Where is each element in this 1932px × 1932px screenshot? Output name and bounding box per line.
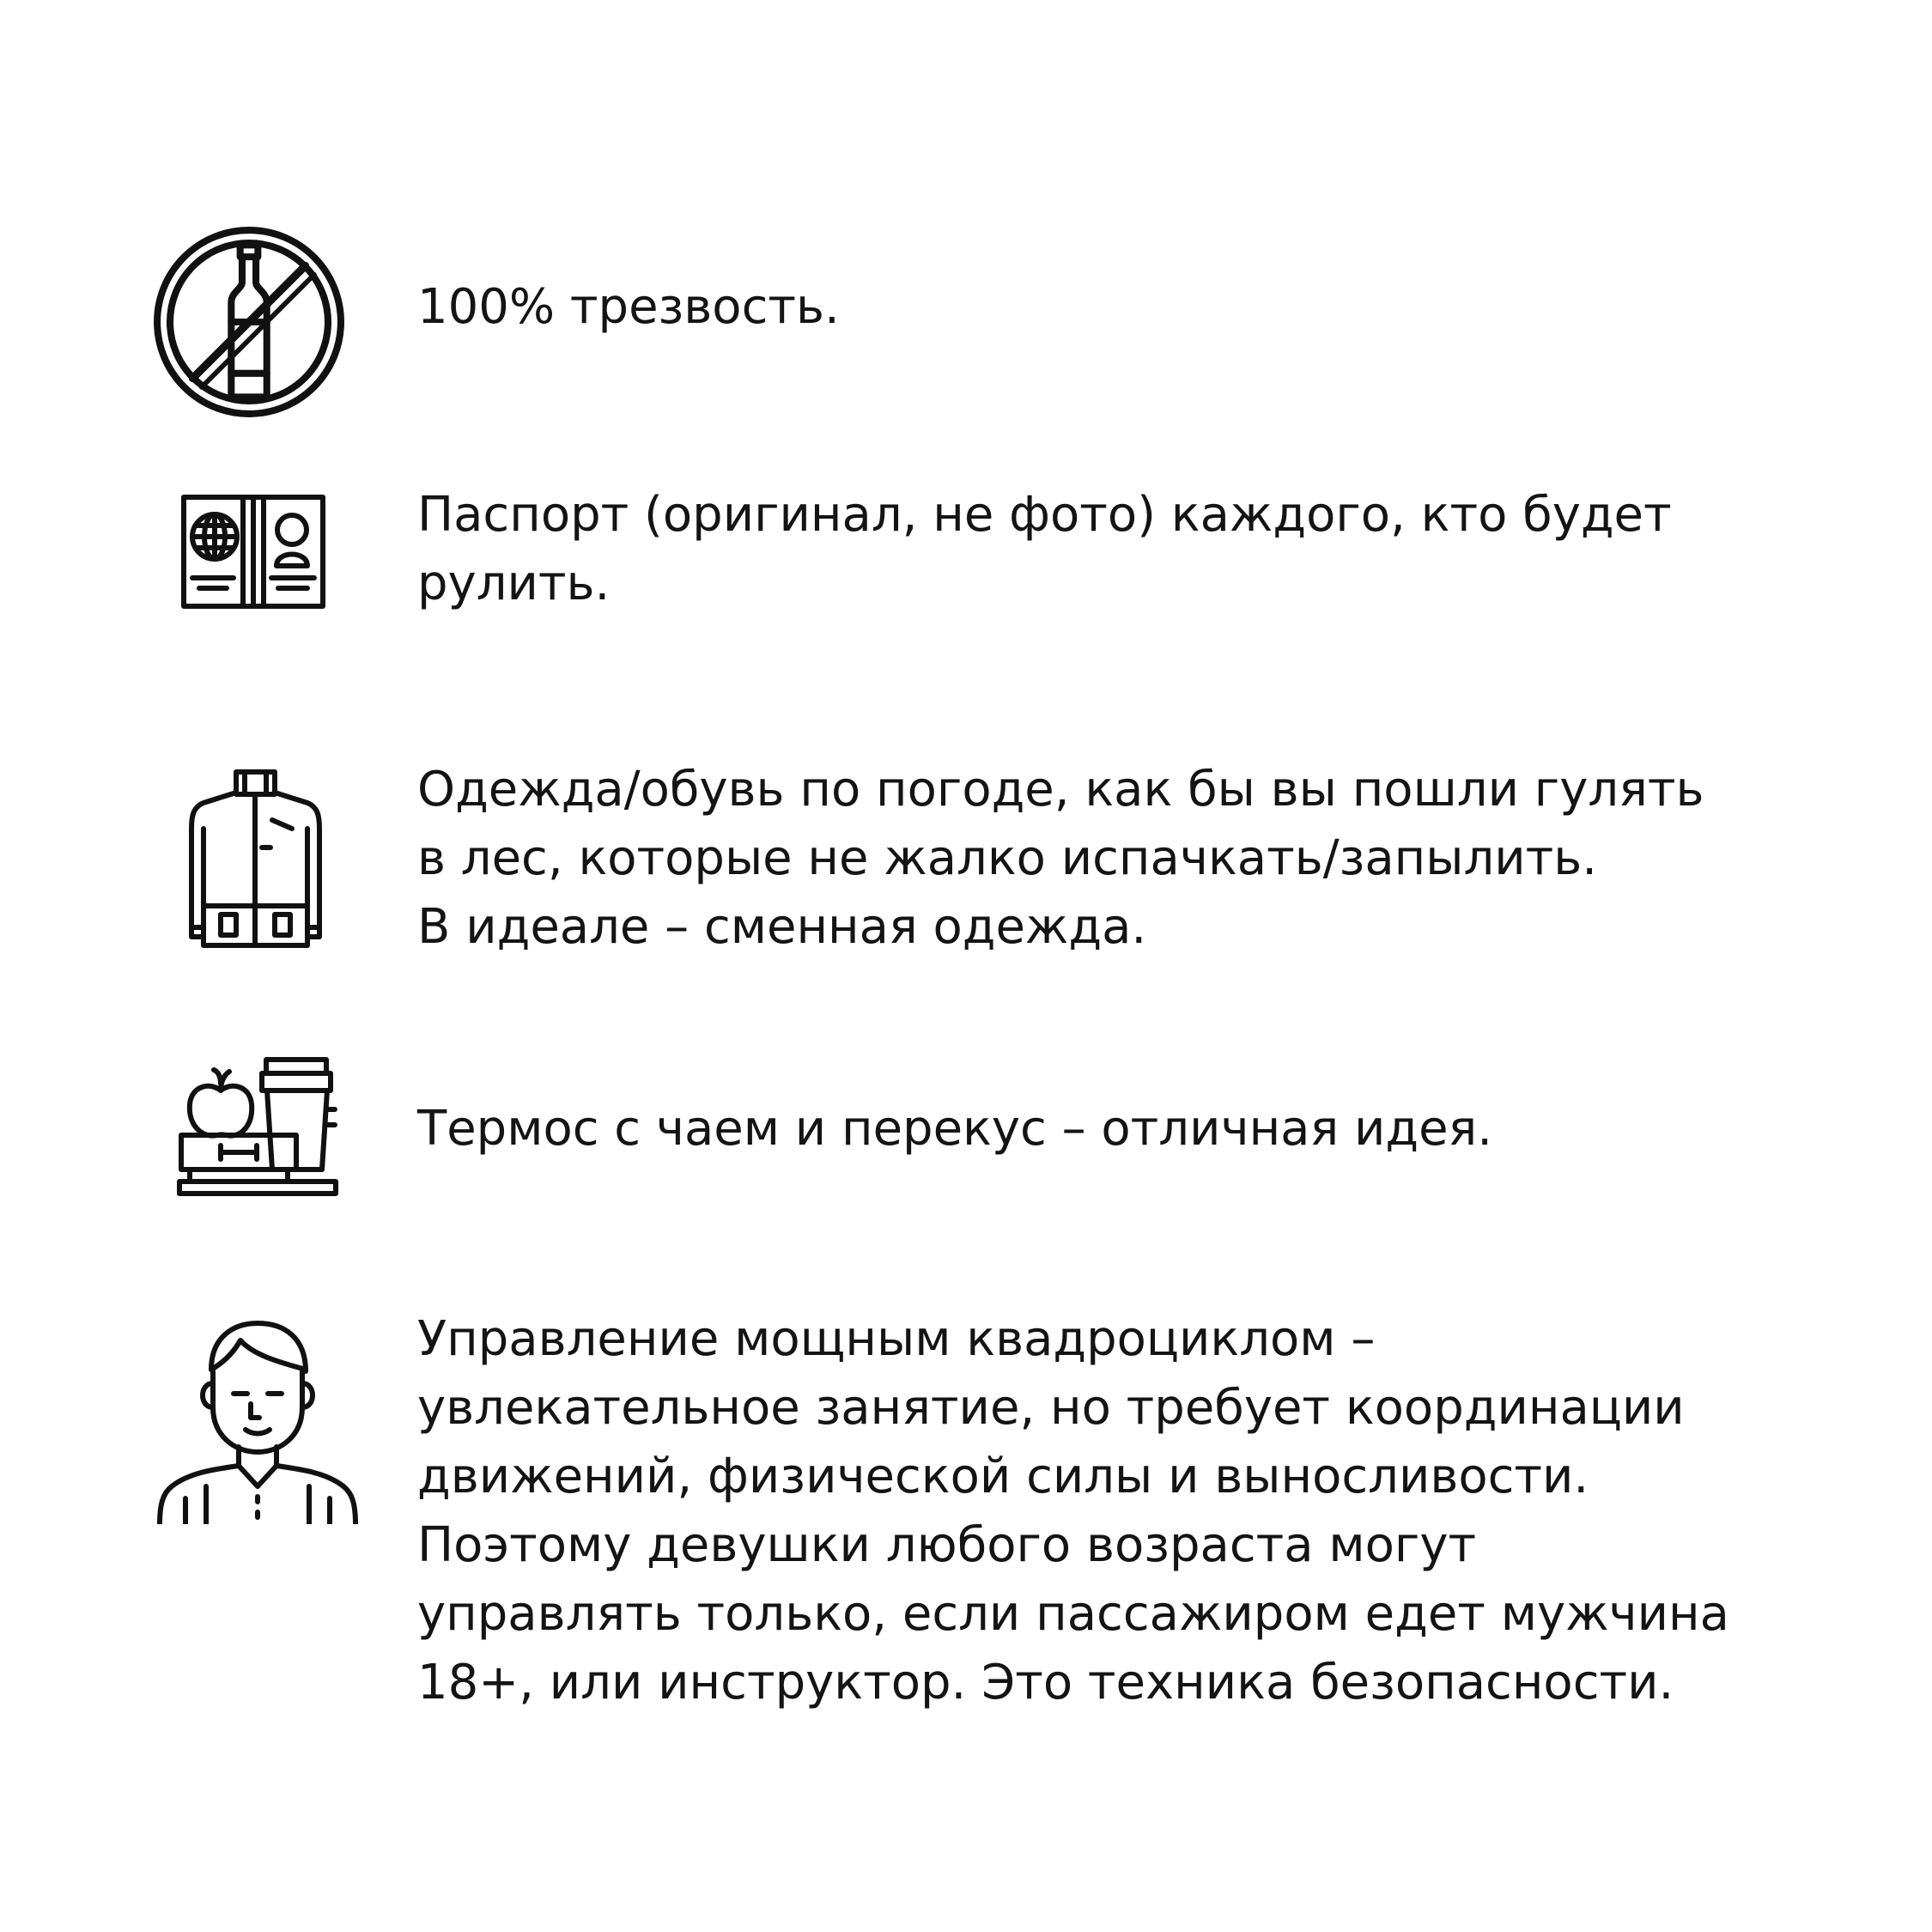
no-alcohol-icon bbox=[150, 223, 348, 421]
requirement-text-line: В идеале – сменная одежда. bbox=[417, 899, 1147, 955]
requirement-text-line: Паспорт (оригинал, не фото) каждого, кто будет bbox=[417, 487, 1672, 543]
requirement-text-line: 18+, или инструктор. Это техника безопасности. bbox=[417, 1655, 1674, 1710]
requirement-text-line: Одежда/обувь по погоде, как бы вы пошли гулять bbox=[417, 762, 1704, 817]
requirement-text-line: Термос с чаем и перекус – отличная идея. bbox=[417, 1101, 1493, 1157]
requirement-text-line: в лес, которые не жалко испачкать/запылить. bbox=[417, 830, 1598, 886]
passport-icon bbox=[180, 494, 326, 610]
food-thermos-icon bbox=[176, 1056, 339, 1198]
jacket-icon bbox=[185, 769, 326, 949]
requirement-text-line: Поэтому девушки любого возраста могут bbox=[417, 1517, 1477, 1573]
requirement-text-line: движений, физической силы и выносливости. bbox=[417, 1449, 1589, 1504]
man-person-icon bbox=[155, 1318, 361, 1524]
requirement-text-line: Управление мощным квадроциклом – bbox=[417, 1311, 1376, 1367]
requirement-text-line: рулить. bbox=[417, 556, 611, 611]
requirement-text-line: 100% трезвость. bbox=[417, 279, 840, 335]
requirement-text-line: увлекательное занятие, но требует координации bbox=[417, 1380, 1685, 1436]
requirement-text-line: управлять только, если пассажиром едет мужчина bbox=[417, 1586, 1729, 1642]
